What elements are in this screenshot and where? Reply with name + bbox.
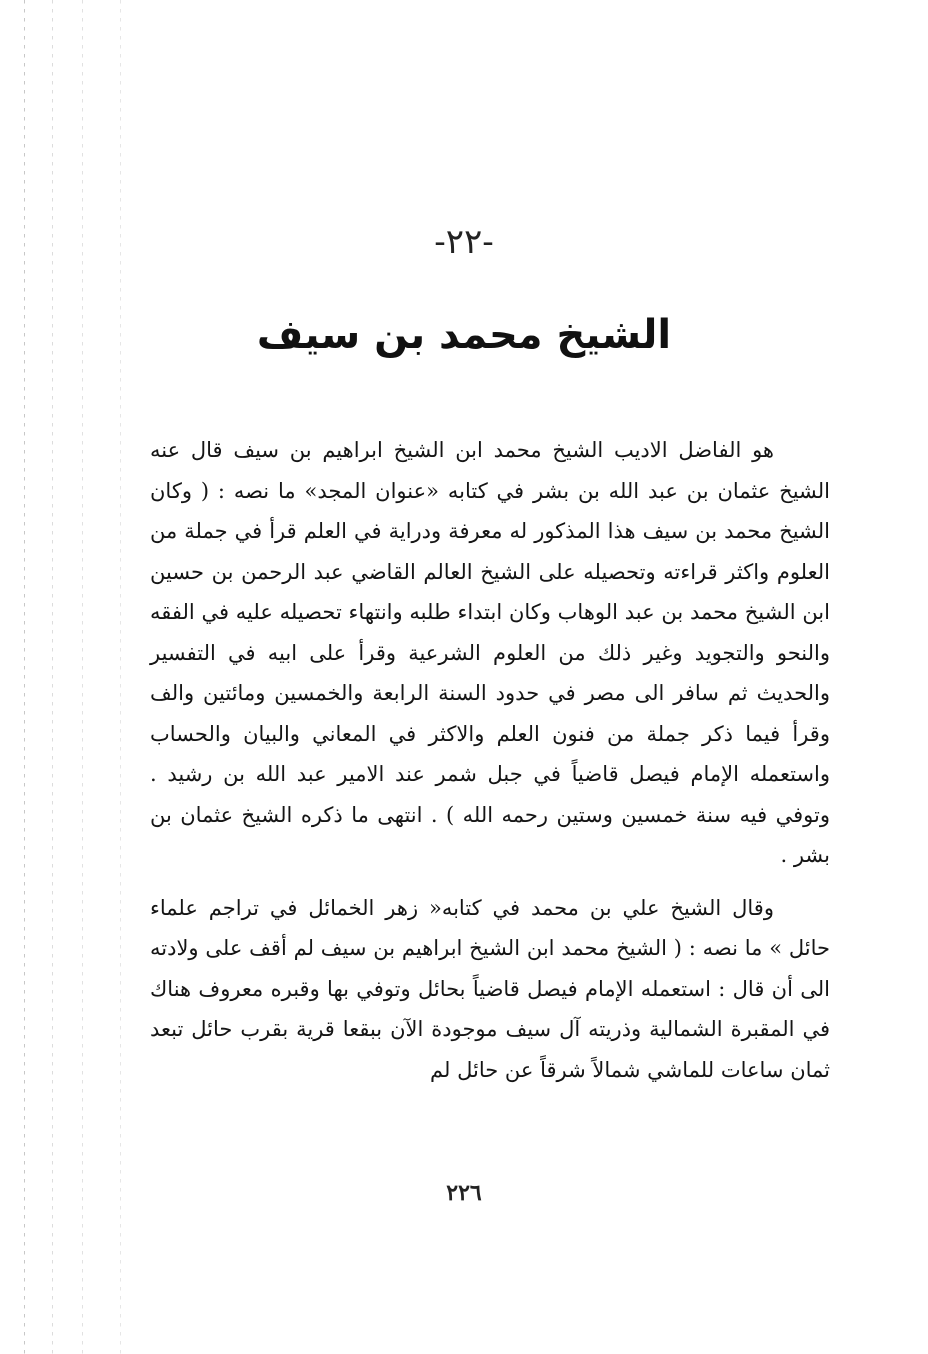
page-title: الشيخ محمد بن سيف bbox=[256, 312, 672, 358]
scan-artifact-line bbox=[120, 0, 121, 1354]
scan-artifact-line bbox=[24, 0, 25, 1354]
body-text bbox=[150, 430, 830, 1090]
scan-artifact-line bbox=[82, 0, 83, 1354]
section-number-marker: -٢٢- bbox=[434, 222, 494, 262]
scan-artifact-line bbox=[52, 0, 53, 1354]
paragraph-2: وقال الشيخ علي بن محمد في كتابه« زهر الخمائل في تراجم علماء حائل » ما نصه : ( الشيخ محمد ابن الشيخ ابراهيم بن سيف لم أقف على ولادته الى أن قال : استعمله الإمام فيصل قاضياً بحائل وتوفي بها وقبره معروف هناك في المقبرة الشمالية وذريته آل سيف موجودة الآن ببقعا قرية بقرب حائل تبعد ثمان ساعات للماشي شمالاً شرقاً عن حائل لم bbox=[150, 895, 830, 1082]
page-number: ٢٢٦ bbox=[446, 1180, 482, 1206]
paragraph-1: هو الفاضل الاديب الشيخ محمد ابن الشيخ ابراهيم بن سيف قال عنه الشيخ عثمان بن عبد الله بن بشر في كتابه «عنوان المجد» ما نصه : ( وكان الشيخ محمد بن سيف هذا المذكور له معرفة ودراية في العلم قرأ في جملة من العلوم واكثر قراءته وتحصيله على الشيخ العالم القاضي عبد الرحمن بن حسين ابن الشيخ محمد بن عبد الوهاب وكان ابتداء طلبه وانتهاء تحصيله عليه في الفقه والنحو والتجويد وغير ذلك من العلوم الشرعية وقرأ على ابيه في التفسير والحديث ثم سافر الى مصر في حدود السنة الرابعة والخمسين ومائتين والف وقرأ فيما ذكر جملة من فنون العلم والاكثر في المعاني والبيان والحساب واستعمله الإمام فيصل قاضياً في جبل شمر عند الامير عبد الله بن رشيد . وتوفي فيه سنة خمسين وستين رحمه الله ) . انتهى ما ذكره الشيخ عثمان بن بشر . bbox=[150, 438, 830, 867]
